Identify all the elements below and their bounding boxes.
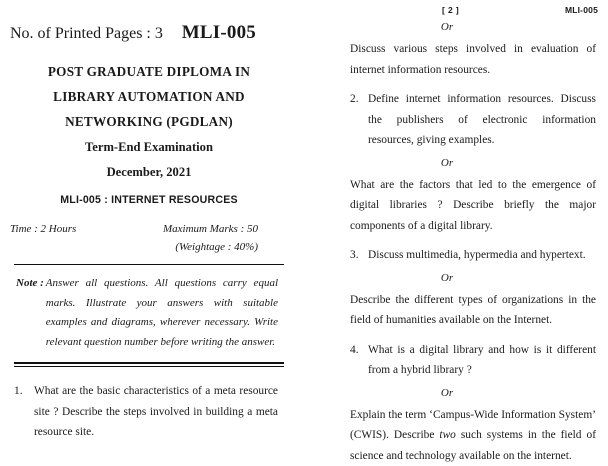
printed-pages-label: No. of Printed Pages : 3 <box>10 25 163 43</box>
note-top-rule <box>14 264 284 265</box>
exam-date-label: December, 2021 <box>24 160 274 185</box>
question-four-alternative-text <box>350 405 600 466</box>
page-one <box>0 0 304 427</box>
instructions-note <box>10 274 288 352</box>
printed-pages-row <box>10 22 288 44</box>
programme-title-line-2: LIBRARY AUTOMATION AND <box>24 84 274 109</box>
question-text: Define internet information resources. Discuss the publishers of electronic information resources, giving examples. <box>368 89 596 151</box>
or-separator: Or <box>350 384 600 403</box>
note-text: Answer all questions. All questions carry equal marks. Illustrate your answers with suitable examples and diagrams, wherever necessary. Write relevant question number before writing the answer. <box>46 274 278 352</box>
page-two <box>304 0 608 427</box>
question-item <box>350 340 600 381</box>
question-three-alternative-text: Describe the different types of organizations in the field of humanities available on the Internet. <box>350 290 600 331</box>
question-text: What is a digital library and how is it different from a hybrid library ? <box>368 340 596 381</box>
programme-title-line-3: NETWORKING (PGDLAN) <box>24 109 274 134</box>
exam-meta-row <box>10 223 288 235</box>
question-one-alternative-text: Discuss various steps involved in evaluation of internet information resources. <box>350 39 600 80</box>
subject-title: MLI-005 : INTERNET RESOURCES <box>10 194 288 206</box>
or-separator: Or <box>350 154 600 173</box>
alternative-text-part-one: Explain the term ‘Campus-Wide Information System’ (CWIS). Describe <box>350 409 596 442</box>
page-number-marker: [ 2 ] <box>442 5 459 15</box>
question-number: 2. <box>350 89 368 151</box>
exam-duration: Time : 2 Hours <box>10 223 76 235</box>
question-number: 3. <box>350 245 368 266</box>
question-item <box>350 89 600 151</box>
alternative-text-part-two: such systems in the field of science and technology available on the internet. <box>350 429 596 462</box>
note-bottom-rule <box>14 362 284 367</box>
or-separator: Or <box>350 269 600 288</box>
or-separator: Or <box>350 18 600 37</box>
page-header-course-code: MLI-005 <box>565 5 598 15</box>
question-text: Discuss multimedia, hypermedia and hypertext. <box>368 245 596 266</box>
note-label: Note : <box>16 274 46 352</box>
exam-max-marks: Maximum Marks : 50 <box>163 223 258 235</box>
page-two-header <box>350 5 600 15</box>
question-two-alternative-text: What are the factors that led to the emergence of digital libraries ? Describe briefly the major components of a digital library. <box>350 175 600 237</box>
question-text: What are the basic characteristics of a meta resource site ? Describe the steps involved in building a meta resource site. <box>34 381 278 443</box>
question-item <box>14 381 278 443</box>
exam-type-label: Term-End Examination <box>24 135 274 160</box>
programme-title-block <box>10 59 288 185</box>
question-number: 1. <box>14 381 34 443</box>
left-question-list <box>10 381 288 443</box>
question-item <box>350 245 600 266</box>
exam-weightage: (Weightage : 40%) <box>10 241 288 253</box>
programme-title-line-1: POST GRADUATE DIPLOMA IN <box>24 59 274 84</box>
course-code-heading: MLI-005 <box>182 22 256 44</box>
question-number: 4. <box>350 340 368 381</box>
alternative-text-emphasis: two <box>439 429 455 441</box>
